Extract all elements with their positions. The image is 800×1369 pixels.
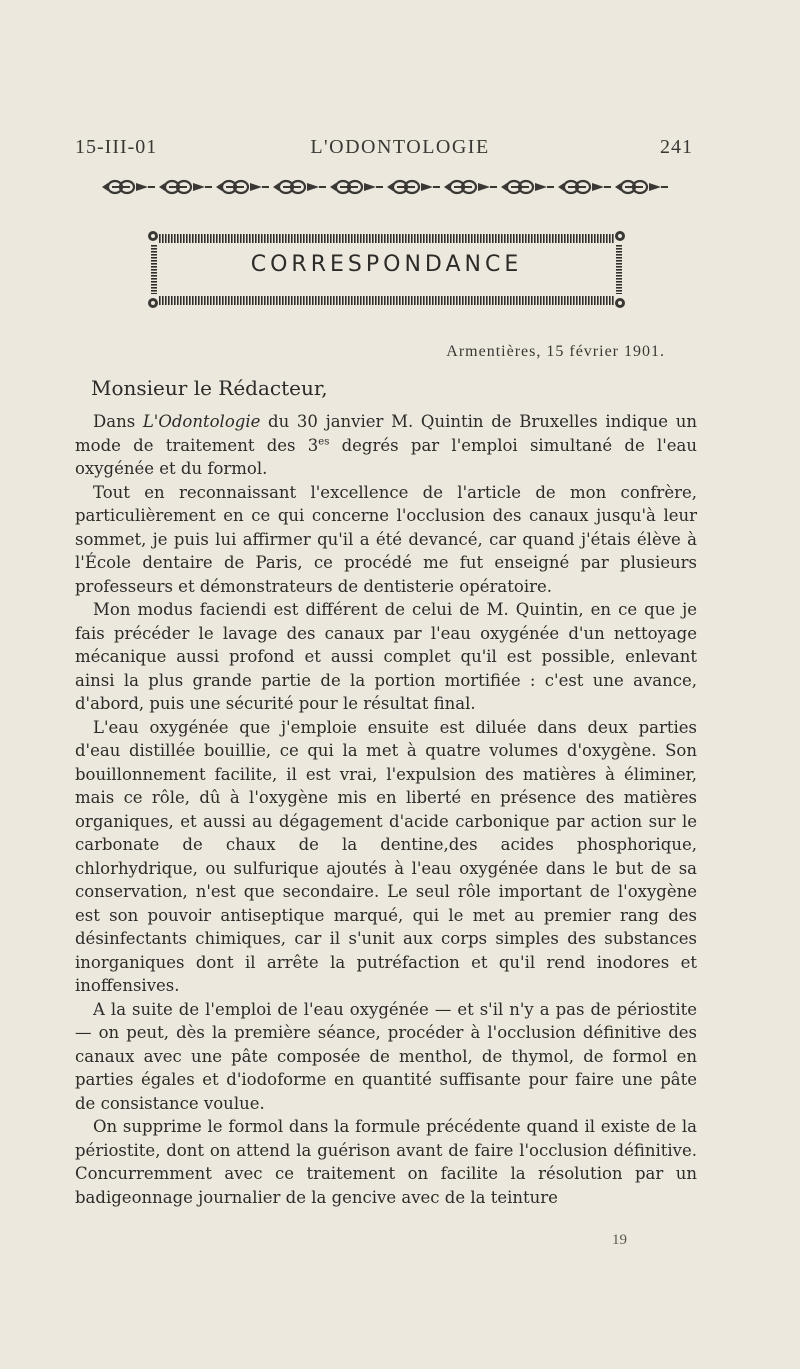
section-title: CORRESPONDANCE (250, 252, 523, 277)
running-header-title: L'ODONTOLOGIE (310, 136, 490, 158)
letter-body (75, 410, 697, 1209)
paragraph-4: L'eau oxygénée que j'emploie ensuite est diluée dans deux parties d'eau distillée bouillie, ce qui la met à quatre volumes d'oxygène. Son bouillonnement facilite, il est vrai, l'expulsion des matières à éliminer, mais ce rôle, dû à l'oxygène mis en liberté en présence des matières organiques, et aussi au dégagement d'acide carbonique par action sur le carbonate de chaux de la dentine,des acides phosphorique, chlorhydrique, ou sulfurique ajoutés à l'eau oxygénée dans le but de sa conservation, n'est que secondaire. Le seul rôle important de l'oxygène est son pouvoir antiseptique marqué, qui le met au premier rang des désinfectants chimiques, car il s'unit aux corps simples des substances inorganiques dont il arrête la putréfaction et qu'il rend inodores et inoffensives. (75, 717, 697, 995)
paragraph-1 (75, 410, 697, 481)
running-header-date: 15-III-01 (75, 136, 158, 158)
p1-text-c: degrés par l'emploi simultané de l'eau oxygénée et du formol. (75, 435, 698, 478)
signature-mark: 19 (612, 1232, 627, 1248)
dateline: Armentières, 15 février 1901. (446, 343, 665, 360)
paragraph-5: A la suite de l'emploi de l'eau oxygénée — et s'il n'y a pas de périostite — on peut, dès la première séance, procéder à l'occlusion définitive des canaux avec une pâte composée de menthol, de thymol, de formol en parties égales et d'iodoforme en quantité suffisante pour faire une pâte de consistance voulue. (75, 999, 697, 1113)
paragraph-6: On supprime le formol dans la formule précédente quand il existe de la périostite, dont on attend la guérison avant de faire l'occlusion définitive. Concurremment avec ce traitement on facilite la résolution par un badigeonnage journalier de la gencive avec de la teinture (75, 1117, 697, 1207)
paragraph-3: Mon modus faciendi est différent de celui de M. Quintin, en ce que je fais précéder le lavage des canaux par l'eau oxygénée d'un nettoyage mécanique aussi profond et aussi complet qu'il est possible, enlevant ainsi la plus grande partie de la portion mortifiée : c'est une avance, d'abord, puis une sécurité pour le résultat final. (75, 600, 697, 713)
page-number: 241 (660, 136, 693, 158)
ordinal-suffix: es (318, 436, 330, 447)
p1-text-b: du 30 janvier M. Quintin de Bruxelles indique un mode de traitement des 3 (75, 412, 697, 455)
paragraph-2: Tout en reconnaissant l'excellence de l'article de mon confrère, particulièrement en ce qui concerne l'occlusion des canaux jusqu'à leur sommet, je puis lui affirmer qu'il a été devancé, car quand j'étais élève à l'École dentaire de Paris, ce procédé me fut enseigné par plusieurs professeurs et démonstrateurs de dentisterie opératoire. (75, 482, 697, 596)
salutation: Monsieur le Rédacteur, (91, 376, 328, 400)
journal-name: L'Odontologie (142, 412, 261, 431)
ornamental-band (98, 176, 670, 198)
p1-text-a: Dans (93, 412, 143, 431)
